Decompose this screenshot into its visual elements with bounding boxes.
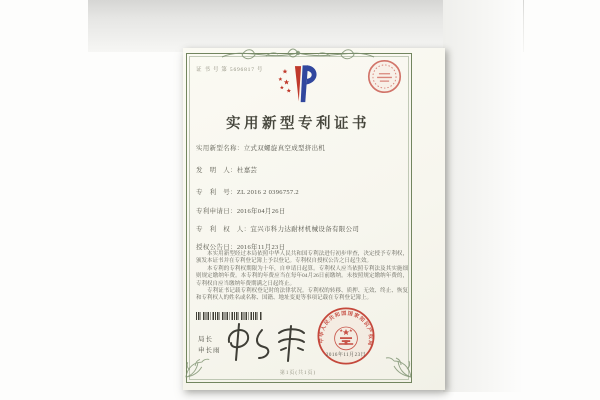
legal-paragraph: 本实用新型经过本局依照中华人民共和国专利法进行初步审查，决定授予专利权，颁发本证书并在专利登记簿上予以登记。专利权自授权公告之日起生效。 xyxy=(196,251,408,265)
legal-paragraph: 本专利的专利权期限为十年，自申请日起算。专利权人应当依照专利法及其实施细则规定缴纳年费。本专利的年费应当在每年04月26日前缴纳。未按照规定缴纳年费的，专利权自应当缴纳年费期满之日起终止。 xyxy=(196,265,408,287)
certificate-title: 实用新型专利证书 xyxy=(226,116,370,132)
field-application-date xyxy=(196,206,286,215)
field-value: ZL 2016 2 0396757.2 xyxy=(236,189,299,196)
seal-date: 2016年11月23日 xyxy=(325,353,367,358)
cnipa-logo-icon xyxy=(275,58,321,108)
field-patent-number xyxy=(196,187,299,196)
photo-background-right xyxy=(443,0,523,392)
field-invention-name xyxy=(196,143,325,152)
page-number: 第1页(共1页) xyxy=(279,371,317,376)
field-inventor xyxy=(196,165,257,174)
field-label: 实用新型名称： xyxy=(196,145,244,152)
field-label: 授权公告日： xyxy=(196,244,237,251)
verification-stamp-icon xyxy=(366,58,403,95)
legal-paragraph: 专利证书记载专利权登记时的法律状况。专利权的转移、质押、无效、终止、恢复和专利权人的姓名或名称、国籍、地址变更等事项记载在专利登记簿上。 xyxy=(196,288,408,302)
certificate-number: 证 书 号 第 5696817 号 xyxy=(196,67,264,73)
barcode xyxy=(196,312,262,320)
field-patentee xyxy=(196,224,359,233)
field-label: 发 明 人： xyxy=(196,167,237,174)
field-label: 专 利 权 人： xyxy=(196,226,251,233)
field-value: 2016年11月23日 xyxy=(236,244,286,251)
field-label: 专利申请日： xyxy=(196,208,237,215)
field-value: 2016年04月26日 xyxy=(236,208,286,215)
field-value: 杜嘉芸 xyxy=(236,167,258,174)
director-signature xyxy=(221,320,313,366)
director-title-label: 局长 xyxy=(198,336,213,343)
field-value: 宜兴市科力达耐材机械设备有限公司 xyxy=(250,226,360,233)
field-label: 专 利 号： xyxy=(196,189,237,196)
director-name-label: 申长雨 xyxy=(198,347,221,354)
seal-arc-text: 中华人民共和国国家知识产权局 xyxy=(318,310,374,347)
legal-text-block xyxy=(196,251,408,303)
certificate-paper xyxy=(183,48,445,390)
field-grant-date xyxy=(196,242,285,251)
field-value: 立式双螺旋真空成型挤出机 xyxy=(243,145,326,152)
